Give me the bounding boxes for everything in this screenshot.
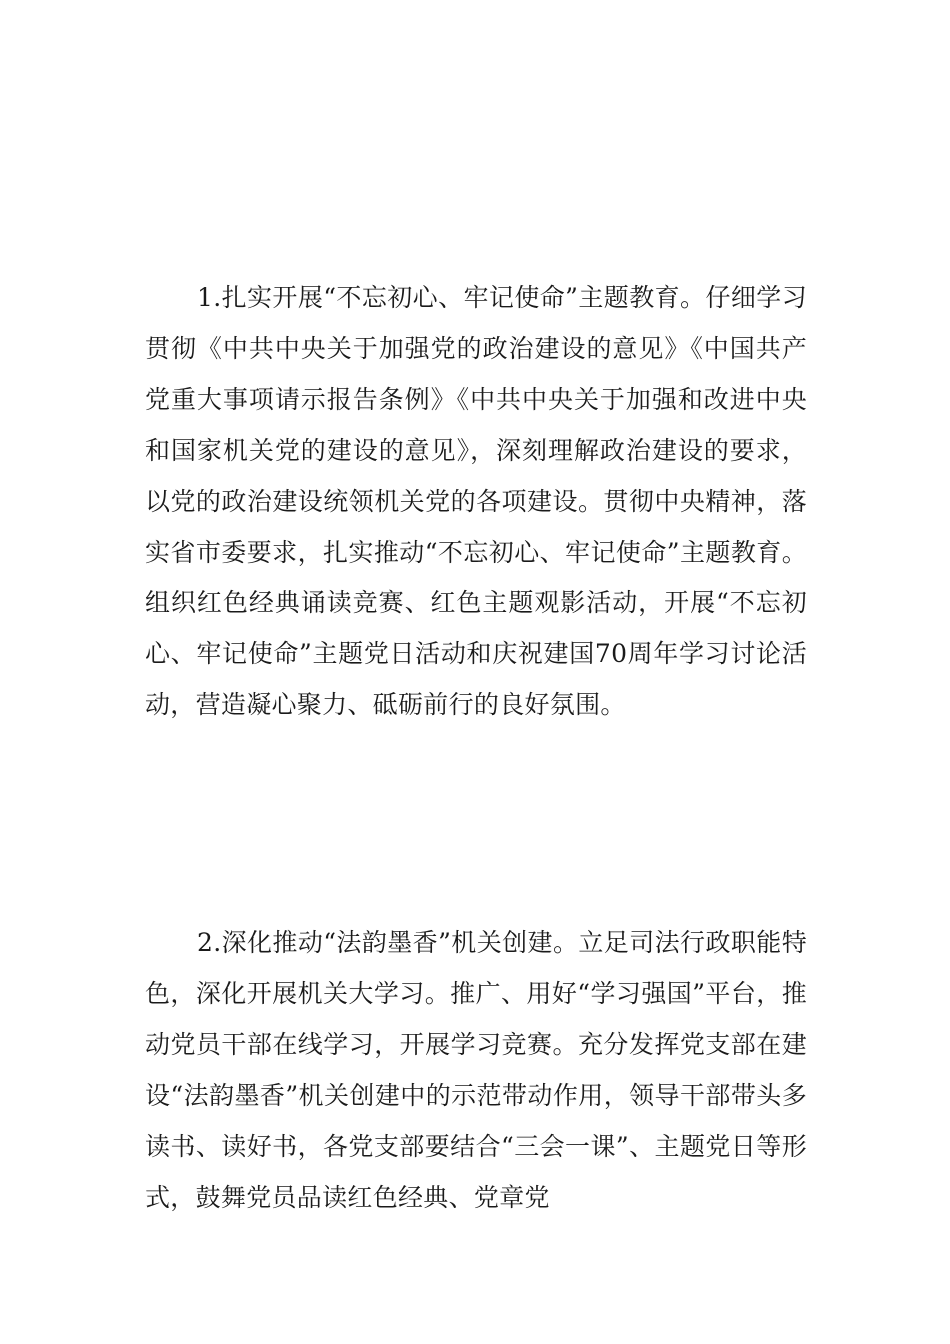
paragraph-item-2: 2.深化推动“法韵墨香”机关创建。立足司法行政职能特色，深化开展机关大学习。推广、用好“学习强国”平台，推动党员干部在线学习，开展学习竞赛。充分发挥党支部在建设“法韵墨香”机关创建中的示范带动作用，领导干部带头多读书、读好书，各党支部要结合“三会一课”、主题党日等形式，鼓舞党员品读红色经典、党章党	[145, 928, 807, 1212]
paragraph-item-1: 1.扎实开展“不忘初心、牢记使命”主题教育。仔细学习贯彻《中共中央关于加强党的政治建设的意见》《中国共产党重大事项请示报告条例》《中共中央关于加强和改进中央和国家机关党的建设的意见》，深刻理解政治建设的要求，以党的政治建设统领机关党的各项建设。贯彻中央精神，落实省市委要求，扎实推动“不忘初心、牢记使命”主题教育。组织红色经典诵读竞赛、红色主题观影活动，开展“不忘初心、牢记使命”主题党日活动和庆祝建国70周年学习讨论活动，营造凝心聚力、砥砺前行的良好氛围。	[145, 283, 807, 720]
